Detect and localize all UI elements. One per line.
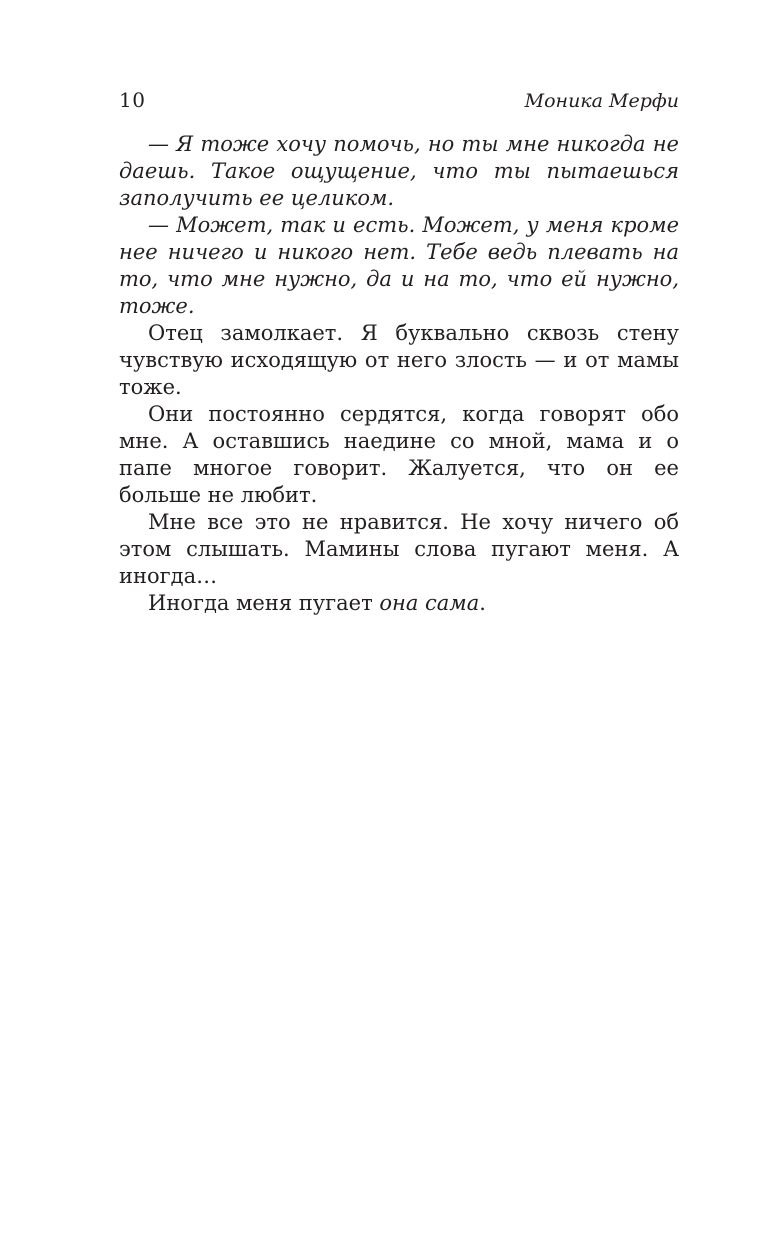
paragraph-3: Отец замолкает. Я буквально сквозь стену чувствую исходящую от него злость — и от мамы тоже. [119,321,679,399]
running-head-author: Моника Мерфи [524,90,679,112]
paragraph-6-text: Иногда меня пугает [148,591,380,615]
paragraph-dialogue-2: — Может, так и есть. Может, у меня кроме нее ничего и никого нет. Тебе ведь плевать на то, что мне нужно, да и на то, что ей нужно, тоже. [119,213,679,318]
page-number: 10 [119,88,146,112]
page-header [119,88,679,118]
paragraph-dialogue-1: — Я тоже хочу помочь, но ты мне никогда не даешь. Такое ощущение, что ты пытаешься заполучить ее целиком. [119,132,679,210]
body-text [119,131,679,617]
paragraph-6 [119,590,679,617]
book-page [119,88,679,617]
paragraph-6-emphasis: она сама [379,591,480,615]
paragraph-5: Мне все это не нравится. Не хочу ничего об этом слышать. Мамины слова пугают меня. А иногда… [119,510,679,588]
paragraph-4: Они постоянно сердятся, когда говорят обо мне. А оставшись наедине со мной, мама и о папе многое говорит. Жалуется, что он ее больше не любит. [119,402,679,507]
paragraph-6-end: . [479,591,486,615]
